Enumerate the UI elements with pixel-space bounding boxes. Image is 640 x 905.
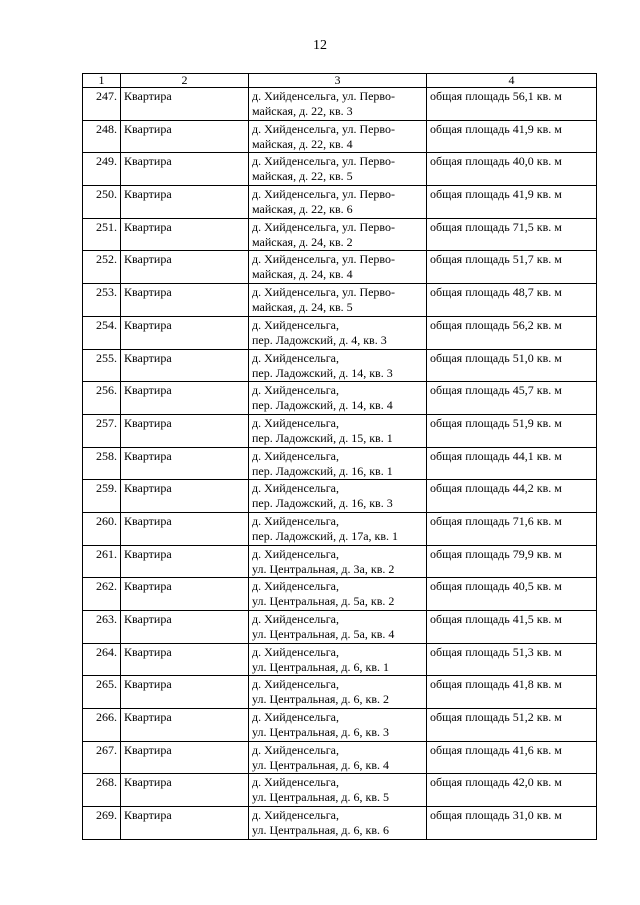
row-number: 268.	[83, 774, 121, 807]
row-area: общая площадь 79,9 кв. м	[427, 545, 597, 578]
page-number: 12	[313, 38, 327, 53]
row-address: д. Хийденсельга, ул. Центральная, д. 5а, кв. 4	[249, 611, 427, 644]
row-address: д. Хийденсельга, ул. Центральная, д. 5а, кв. 2	[249, 578, 427, 611]
row-area: общая площадь 45,7 кв. м	[427, 382, 597, 415]
row-address: д. Хийденсельга, ул. Перво- майская, д. 22, кв. 4	[249, 120, 427, 153]
row-number: 257.	[83, 414, 121, 447]
row-number: 247.	[83, 88, 121, 121]
row-area: общая площадь 41,5 кв. м	[427, 611, 597, 644]
row-address: д. Хийденсельга, ул. Центральная, д. 6, кв. 1	[249, 643, 427, 676]
table-row	[83, 512, 597, 545]
header-col-2: 2	[121, 74, 249, 88]
row-address: д. Хийденсельга, ул. Перво- майская, д. 22, кв. 5	[249, 153, 427, 186]
table-row	[83, 218, 597, 251]
table-row	[83, 611, 597, 644]
table-row	[83, 807, 597, 840]
row-object-type: Квартира	[121, 349, 249, 382]
row-number: 267.	[83, 741, 121, 774]
row-object-type: Квартира	[121, 120, 249, 153]
header-col-1: 1	[83, 74, 121, 88]
row-object-type: Квартира	[121, 186, 249, 219]
row-address: д. Хийденсельга, ул. Перво- майская, д. 24, кв. 4	[249, 251, 427, 284]
row-area: общая площадь 51,3 кв. м	[427, 643, 597, 676]
row-area: общая площадь 41,6 кв. м	[427, 741, 597, 774]
table-row	[83, 414, 597, 447]
row-number: 264.	[83, 643, 121, 676]
row-address: д. Хийденсельга, ул. Центральная, д. 3а, кв. 2	[249, 545, 427, 578]
row-area: общая площадь 56,2 кв. м	[427, 316, 597, 349]
table-row	[83, 316, 597, 349]
row-address: д. Хийденсельга, пер. Ладожский, д. 16, кв. 1	[249, 447, 427, 480]
row-address: д. Хийденсельга, ул. Перво- майская, д. 24, кв. 2	[249, 218, 427, 251]
row-area: общая площадь 71,6 кв. м	[427, 512, 597, 545]
row-object-type: Квартира	[121, 611, 249, 644]
row-address: д. Хийденсельга, ул. Центральная, д. 6, кв. 6	[249, 807, 427, 840]
row-object-type: Квартира	[121, 382, 249, 415]
row-address: д. Хийденсельга, пер. Ладожский, д. 14, кв. 4	[249, 382, 427, 415]
row-area: общая площадь 31,0 кв. м	[427, 807, 597, 840]
table-row	[83, 774, 597, 807]
row-number: 265.	[83, 676, 121, 709]
row-object-type: Квартира	[121, 218, 249, 251]
row-number: 256.	[83, 382, 121, 415]
row-address: д. Хийденсельга, пер. Ладожский, д. 15, кв. 1	[249, 414, 427, 447]
row-object-type: Квартира	[121, 153, 249, 186]
row-address: д. Хийденсельга, ул. Центральная, д. 6, кв. 4	[249, 741, 427, 774]
row-address: д. Хийденсельга, пер. Ладожский, д. 16, кв. 3	[249, 480, 427, 513]
row-number: 248.	[83, 120, 121, 153]
row-object-type: Квартира	[121, 251, 249, 284]
row-number: 252.	[83, 251, 121, 284]
row-object-type: Квартира	[121, 741, 249, 774]
table-row	[83, 153, 597, 186]
row-number: 260.	[83, 512, 121, 545]
row-number: 269.	[83, 807, 121, 840]
row-address: д. Хийденсельга, пер. Ладожский, д. 14, кв. 3	[249, 349, 427, 382]
row-object-type: Квартира	[121, 643, 249, 676]
table-row	[83, 480, 597, 513]
row-area: общая площадь 56,1 кв. м	[427, 88, 597, 121]
table-row	[83, 578, 597, 611]
row-object-type: Квартира	[121, 88, 249, 121]
row-area: общая площадь 40,0 кв. м	[427, 153, 597, 186]
row-area: общая площадь 71,5 кв. м	[427, 218, 597, 251]
row-object-type: Квартира	[121, 807, 249, 840]
row-number: 249.	[83, 153, 121, 186]
table-row	[83, 284, 597, 317]
row-object-type: Квартира	[121, 578, 249, 611]
row-object-type: Квартира	[121, 414, 249, 447]
row-address: д. Хийденсельга, пер. Ладожский, д. 4, кв. 3	[249, 316, 427, 349]
table-row	[83, 676, 597, 709]
row-object-type: Квартира	[121, 676, 249, 709]
header-col-3: 3	[249, 74, 427, 88]
row-object-type: Квартира	[121, 316, 249, 349]
row-number: 266.	[83, 709, 121, 742]
row-area: общая площадь 41,9 кв. м	[427, 120, 597, 153]
table-row	[83, 643, 597, 676]
row-number: 253.	[83, 284, 121, 317]
row-object-type: Квартира	[121, 709, 249, 742]
row-number: 251.	[83, 218, 121, 251]
row-area: общая площадь 51,0 кв. м	[427, 349, 597, 382]
table-row	[83, 709, 597, 742]
row-number: 261.	[83, 545, 121, 578]
table-row	[83, 186, 597, 219]
row-number: 258.	[83, 447, 121, 480]
row-number: 255.	[83, 349, 121, 382]
row-number: 263.	[83, 611, 121, 644]
table-row	[83, 251, 597, 284]
row-area: общая площадь 51,9 кв. м	[427, 414, 597, 447]
row-object-type: Квартира	[121, 284, 249, 317]
row-address: д. Хийденсельга, ул. Перво- майская, д. 22, кв. 6	[249, 186, 427, 219]
row-address: д. Хийденсельга, ул. Центральная, д. 6, кв. 2	[249, 676, 427, 709]
row-object-type: Квартира	[121, 447, 249, 480]
table-row	[83, 447, 597, 480]
row-area: общая площадь 51,2 кв. м	[427, 709, 597, 742]
property-table	[82, 73, 597, 840]
row-address: д. Хийденсельга, ул. Перво- майская, д. 24, кв. 5	[249, 284, 427, 317]
table-row	[83, 88, 597, 121]
row-address: д. Хийденсельга, ул. Центральная, д. 6, кв. 5	[249, 774, 427, 807]
row-area: общая площадь 48,7 кв. м	[427, 284, 597, 317]
table-row	[83, 120, 597, 153]
row-number: 254.	[83, 316, 121, 349]
row-area: общая площадь 41,8 кв. м	[427, 676, 597, 709]
row-address: д. Хийденсельга, ул. Центральная, д. 6, кв. 3	[249, 709, 427, 742]
row-area: общая площадь 41,9 кв. м	[427, 186, 597, 219]
row-area: общая площадь 44,2 кв. м	[427, 480, 597, 513]
table-header-row	[83, 74, 597, 88]
row-address: д. Хийденсельга, ул. Перво- майская, д. 22, кв. 3	[249, 88, 427, 121]
row-object-type: Квартира	[121, 545, 249, 578]
row-object-type: Квартира	[121, 774, 249, 807]
table-row	[83, 382, 597, 415]
row-area: общая площадь 51,7 кв. м	[427, 251, 597, 284]
table-row	[83, 545, 597, 578]
table-row	[83, 349, 597, 382]
row-object-type: Квартира	[121, 480, 249, 513]
row-address: д. Хийденсельга, пер. Ладожский, д. 17а, кв. 1	[249, 512, 427, 545]
row-number: 250.	[83, 186, 121, 219]
row-object-type: Квартира	[121, 512, 249, 545]
row-area: общая площадь 42,0 кв. м	[427, 774, 597, 807]
row-number: 262.	[83, 578, 121, 611]
header-col-4: 4	[427, 74, 597, 88]
row-area: общая площадь 44,1 кв. м	[427, 447, 597, 480]
table-row	[83, 741, 597, 774]
row-number: 259.	[83, 480, 121, 513]
row-area: общая площадь 40,5 кв. м	[427, 578, 597, 611]
